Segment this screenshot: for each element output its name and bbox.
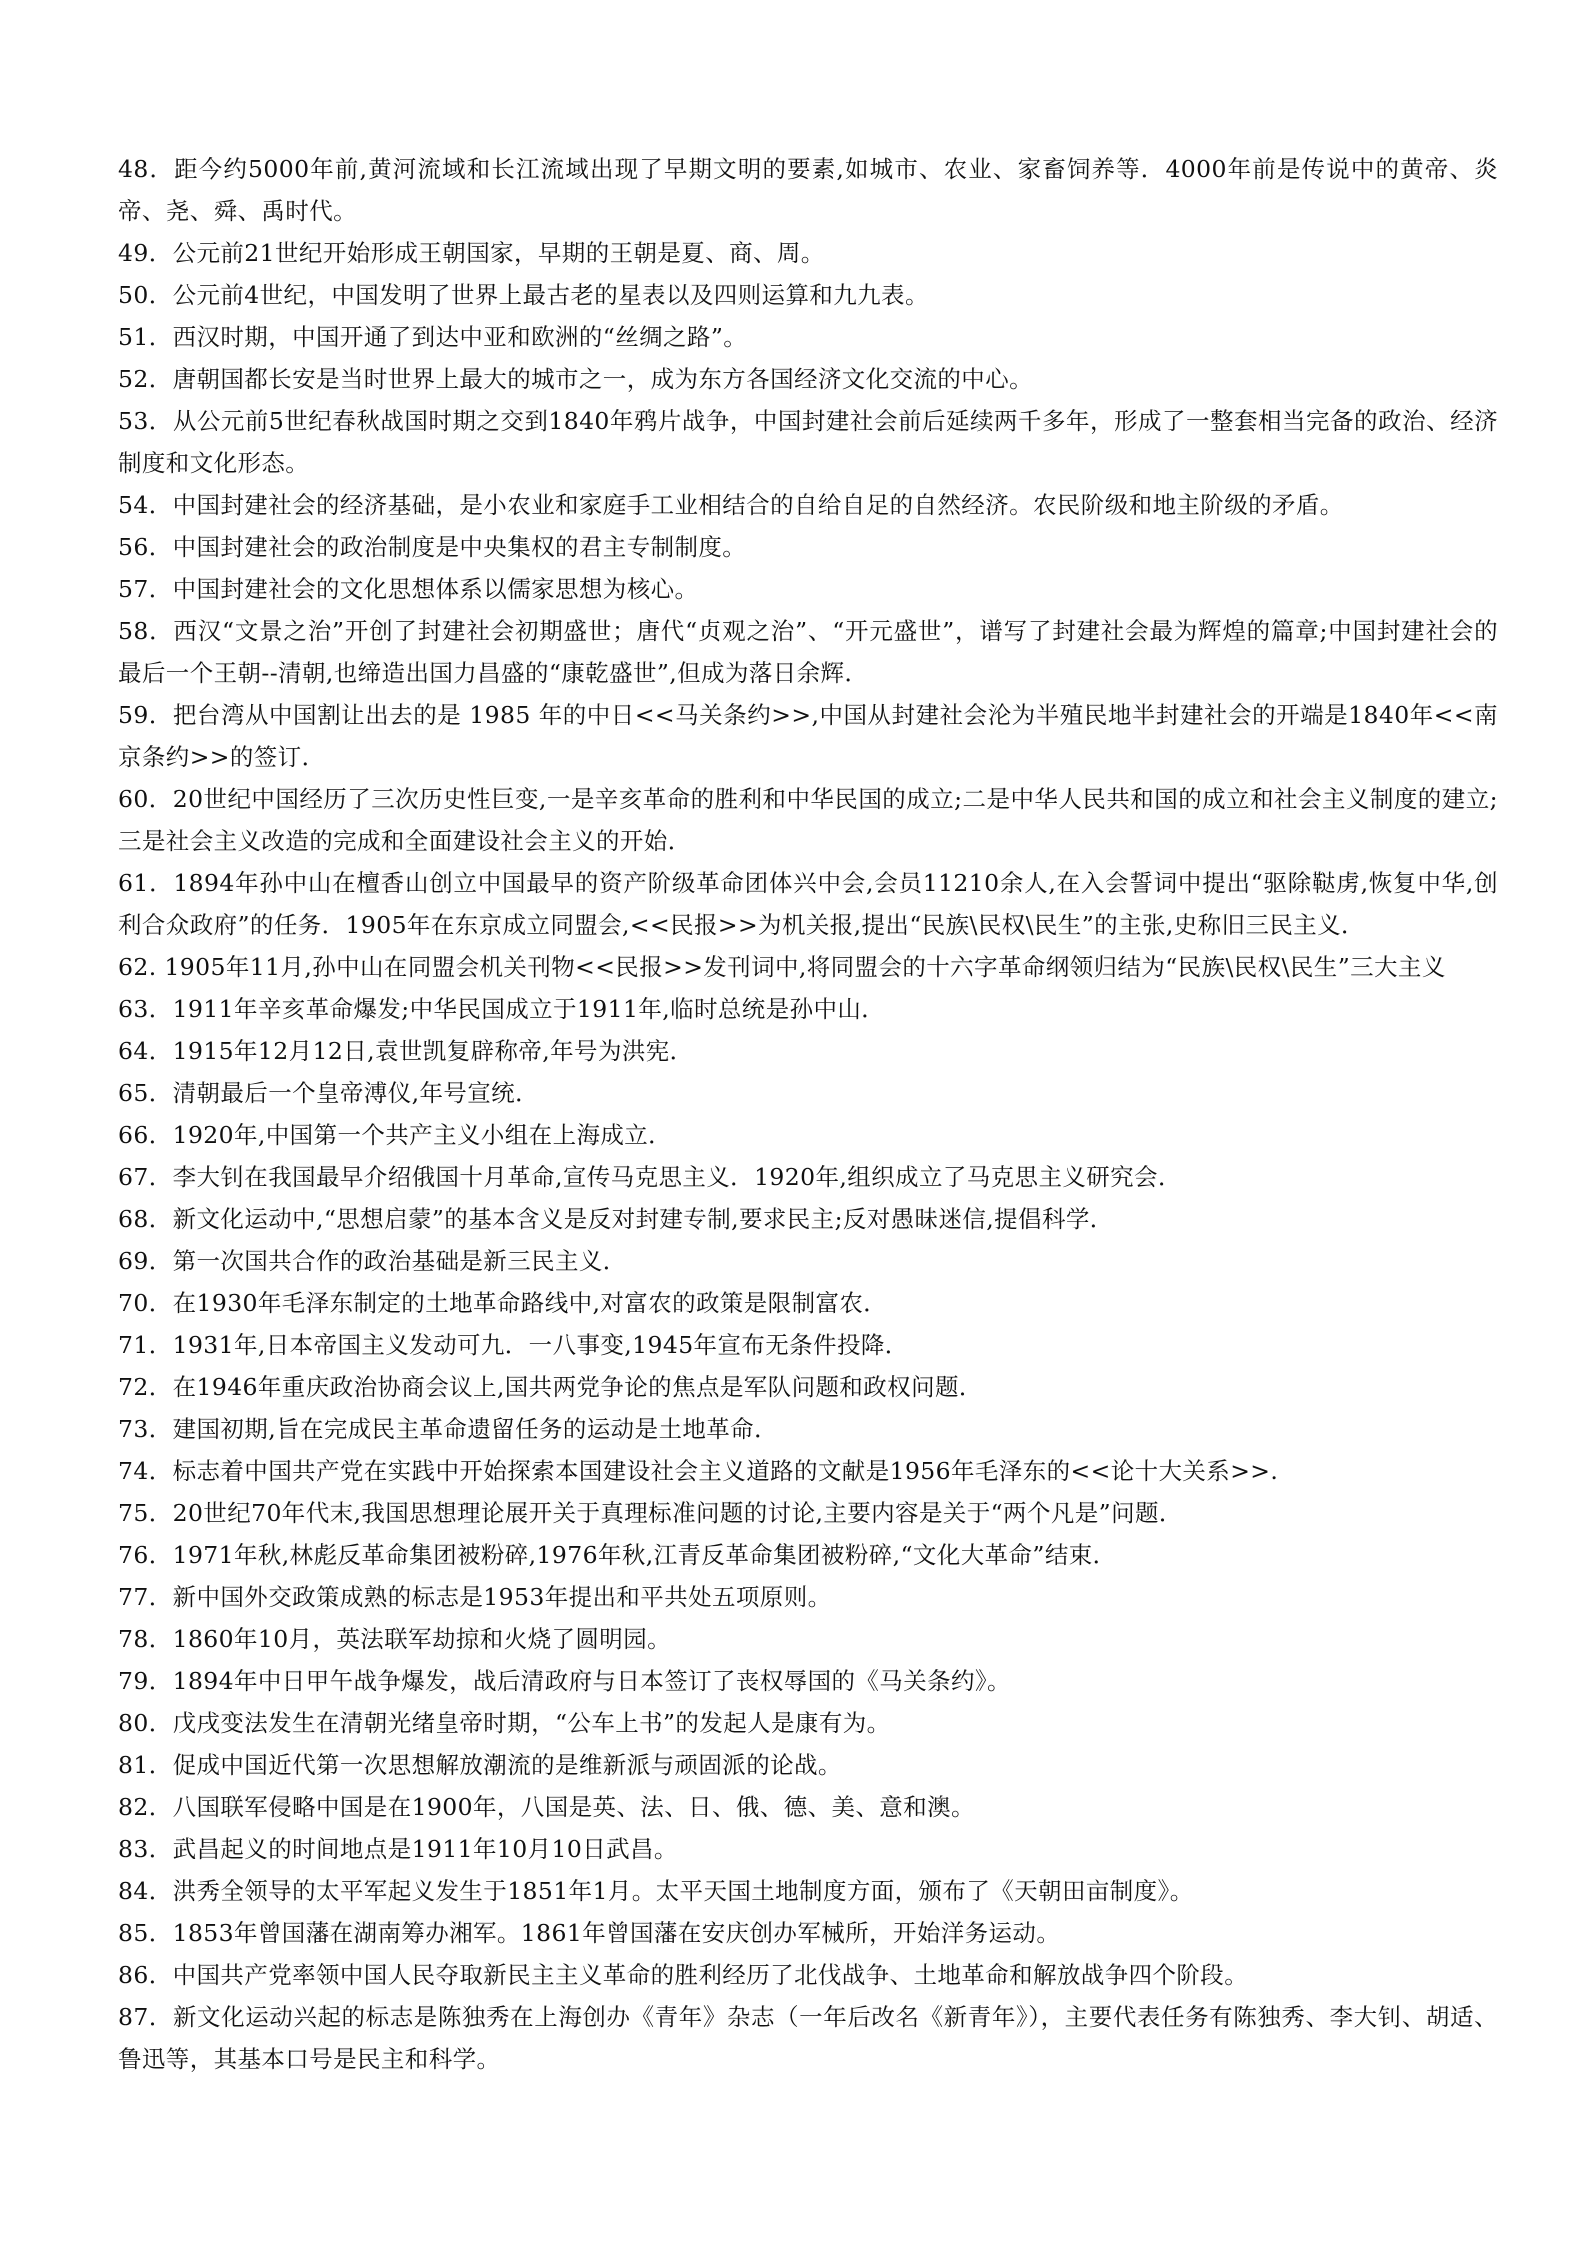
entry-86: 86．中国共产党率领中国人民夺取新民主主义革命的胜利经历了北伐战争、土地革命和解放战争四个阶段。 (118, 1961, 1249, 1989)
entry-82: 82．八国联军侵略中国是在1900年，八国是英、法、日、俄、德、美、意和澳。 (118, 1793, 975, 1821)
entry-48: 48．距今约5000年前,黄河流域和长江流域出现了早期文明的要素,如城市、农业、家畜饲养等．4000年前是传说中的黄帝、炎帝、尧、舜、禹时代。 (118, 155, 1498, 225)
entry-52: 52．唐朝国都长安是当时世界上最大的城市之一，成为东方各国经济文化交流的中心。 (118, 365, 1034, 393)
entry-69: 69．第一次国共合作的政治基础是新三民主义． (118, 1247, 627, 1275)
entry-68: 68．新文化运动中,“思想启蒙”的基本含义是反对封建专制,要求民主;反对愚昧迷信,提倡科学． (118, 1205, 1114, 1233)
entry-75: 75．20世纪70年代末,我国思想理论展开关于真理标准问题的讨论,主要内容是关于“两个凡是”问题． (118, 1499, 1183, 1527)
entry-83: 83．武昌起义的时间地点是1911年10月10日武昌。 (118, 1835, 678, 1863)
entry-60: 60．20世纪中国经历了三次历史性巨变,一是辛亥革命的胜利和中华民国的成立;二是中华人民共和国的成立和社会主义制度的建立;三是社会主义改造的完成和全面建设社会主义的开始． (118, 785, 1498, 855)
entry-66: 66．1920年,中国第一个共产主义小组在上海成立． (118, 1121, 673, 1149)
entry-53: 53．从公元前5世纪春秋战国时期之交到1840年鸦片战争，中国封建社会前后延续两千多年，形成了一整套相当完备的政治、经济制度和文化形态。 (118, 407, 1498, 477)
entry-85: 85．1853年曾国藩在湖南筹办湘军。1861年曾国藩在安庆创办军械所，开始洋务运动。 (118, 1919, 1061, 1947)
entry-62: 62. 1905年11月,孙中山在同盟会机关刊物<<民报>>发刊词中,将同盟会的十六字革命纲领归结为“民族\民权\民生”三大主义 (118, 953, 1446, 981)
entry-67: 67．李大钊在我国最早介绍俄国十月革命,宣传马克思主义．1920年,组织成立了马克思主义研究会． (118, 1163, 1182, 1191)
entry-58: 58．西汉“文景之治”开创了封建社会初期盛世；唐代“贞观之治”、“开元盛世”，谱写了封建社会最为辉煌的篇章;中国封建社会的最后一个王朝--清朝,也缔造出国力昌盛的“康乾盛世”,但成为落日余辉． (118, 617, 1498, 687)
entry-56: 56．中国封建社会的政治制度是中央集权的君主专制制度。 (118, 533, 747, 561)
entry-76: 76．1971年秋,林彪反革命集团被粉碎,1976年秋,江青反革命集团被粉碎,“文化大革命”结束． (118, 1541, 1117, 1569)
entry-57: 57．中国封建社会的文化思想体系以儒家思想为核心。 (118, 575, 699, 603)
entry-63: 63．1911年辛亥革命爆发;中华民国成立于1911年,临时总统是孙中山． (118, 995, 886, 1023)
entry-77: 77．新中国外交政策成熟的标志是1953年提出和平共处五项原则。 (118, 1583, 832, 1611)
entry-81: 81．促成中国近代第一次思想解放潮流的是维新派与顽固派的论战。 (118, 1751, 842, 1779)
entry-84: 84．洪秀全领导的太平军起义发生于1851年1月。太平天国土地制度方面，颁布了《天朝田亩制度》。 (118, 1877, 1194, 1905)
entry-72: 72．在1946年重庆政治协商会议上,国共两党争论的焦点是军队问题和政权问题． (118, 1373, 983, 1401)
entry-65: 65．清朝最后一个皇帝溥仪,年号宣统． (118, 1079, 539, 1107)
entry-71: 71．1931年,日本帝国主义发动可九．一八事变,1945年宣布无条件投降． (118, 1331, 909, 1359)
entry-87: 87．新文化运动兴起的标志是陈独秀在上海创办《青年》杂志（一年后改名《新青年》），主要代表任务有陈独秀、李大钊、胡适、鲁迅等，其基本口号是民主和科学。 (118, 2003, 1498, 2073)
entry-59: 59．把台湾从中国割让出去的是 1985 年的中日<<马关条约>>,中国从封建社会沦为半殖民地半封建社会的开端是1840年<<南京条约>>的签订． (118, 701, 1498, 771)
entry-64: 64．1915年12月12日,袁世凯复辟称帝,年号为洪宪． (118, 1037, 694, 1065)
entry-50: 50．公元前4世纪，中国发明了世界上最古老的星表以及四则运算和九九表。 (118, 281, 929, 309)
entry-74: 74．标志着中国共产党在实践中开始探索本国建设社会主义道路的文献是1956年毛泽东的<<论十大关系>>. (118, 1457, 1279, 1485)
entry-73: 73．建国初期,旨在完成民主革命遗留任务的运动是土地革命． (118, 1415, 778, 1443)
entry-78: 78．1860年10月，英法联军劫掠和火烧了圆明园。 (118, 1625, 672, 1653)
entry-79: 79．1894年中日甲午战争爆发，战后清政府与日本签订了丧权辱国的《马关条约》。 (118, 1667, 1011, 1695)
document-body (118, 148, 1498, 2080)
entry-51: 51．西汉时期，中国开通了到达中亚和欧洲的“丝绸之路”。 (118, 323, 748, 351)
entry-49: 49．公元前21世纪开始形成王朝国家，早期的王朝是夏、商、周。 (118, 239, 825, 267)
entry-54: 54．中国封建社会的经济基础，是小农业和家庭手工业相结合的自给自足的自然经济。农民阶级和地主阶级的矛盾。 (118, 491, 1344, 519)
entry-61: 61．1894年孙中山在檀香山创立中国最早的资产阶级革命团体兴中会,会员11210余人,在入会誓词中提出“驱除鞑虏,恢复中华,创利合众政府”的任务．1905年在东京成立同盟会,<<民报>>为机关报,提出“民族\民权\民生”的主张,史称旧三民主义． (118, 869, 1498, 939)
entry-70: 70．在1930年毛泽东制定的土地革命路线中,对富农的政策是限制富农． (118, 1289, 888, 1317)
entry-80: 80．戊戌变法发生在清朝光绪皇帝时期，“公车上书”的发起人是康有为。 (118, 1709, 891, 1737)
